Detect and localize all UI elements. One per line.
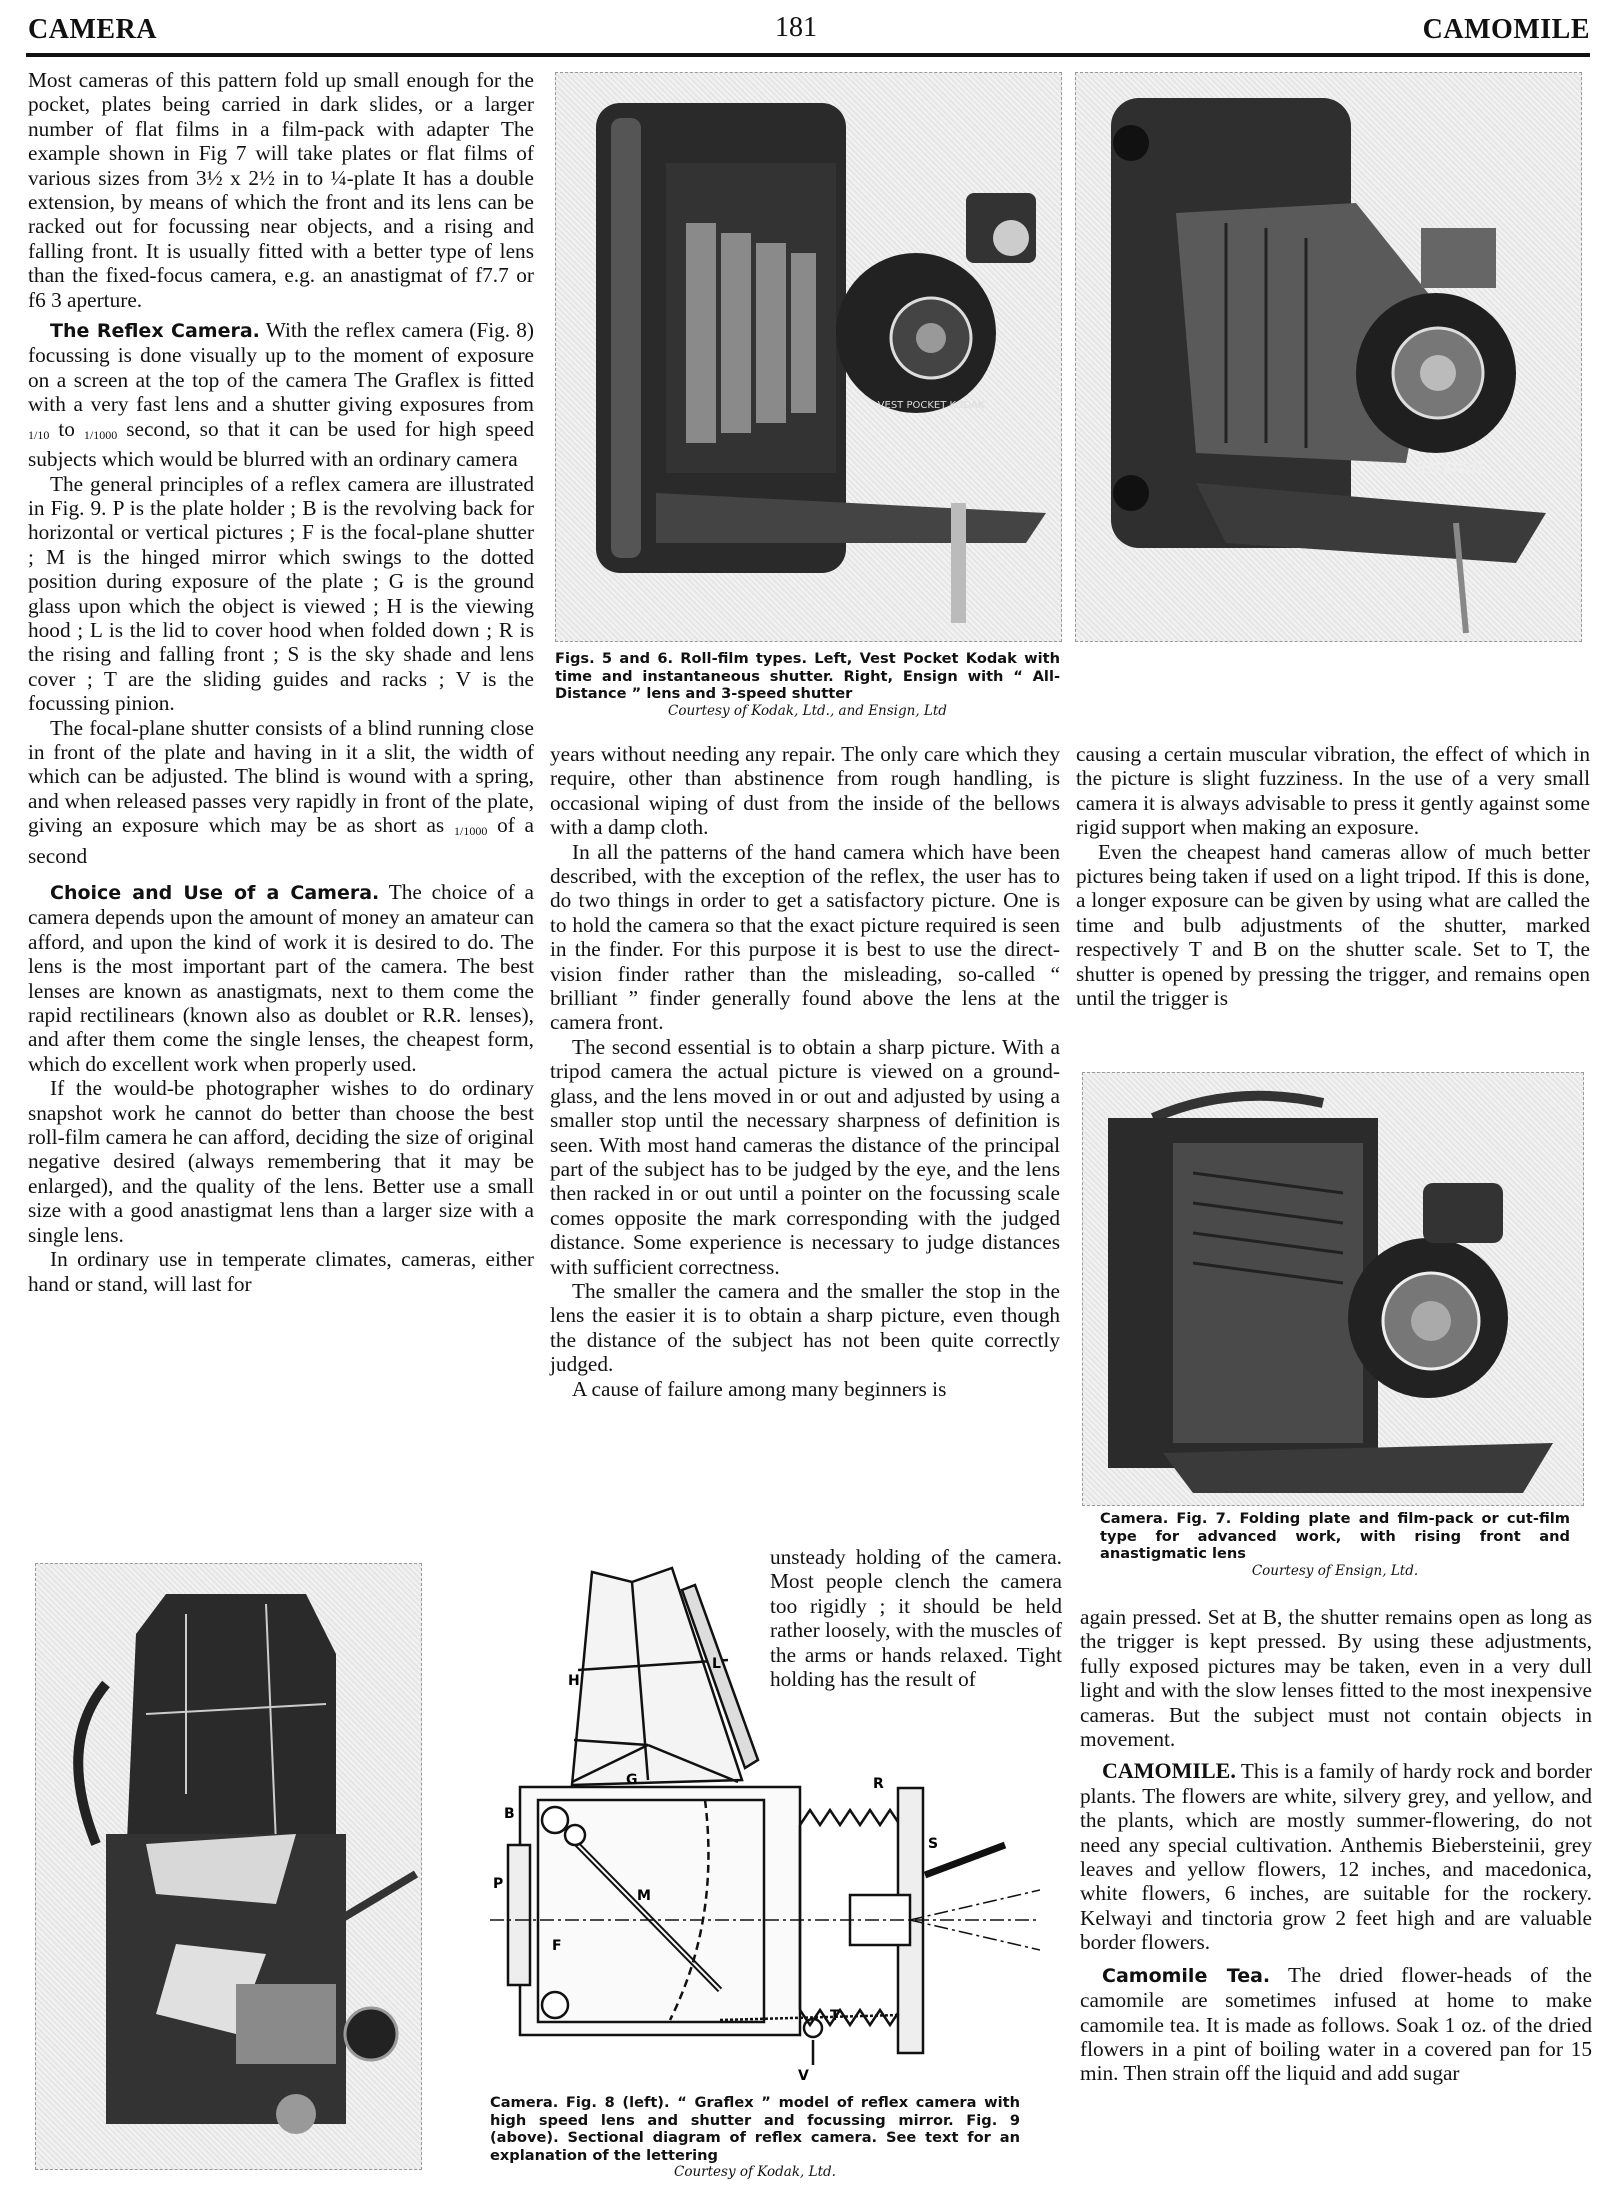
section-heading-reflex: The Reflex Camera. [50, 320, 260, 343]
text: of a second [28, 813, 535, 868]
figure-8-graflex-photo [35, 1563, 422, 2170]
diagram-label-L: L [712, 1656, 721, 1672]
folding-plate-camera-illustration [1083, 1073, 1583, 1505]
section-heading-camomile-tea: Camomile Tea. [1102, 1964, 1271, 1987]
fraction: 1/1000 [453, 824, 488, 839]
paragraph-camomile-tea [1080, 1963, 1592, 2086]
caption-text: Camera. Fig. 7. Folding plate and film-pack or cut-film type for advanced work, with rising front and anastigmatic lens [1100, 1510, 1570, 1562]
diagram-label-V: V [798, 2068, 809, 2084]
paragraph-choice [28, 880, 534, 1076]
figure-9-sectional-diagram [480, 1550, 1040, 2095]
paragraph: causing a certain muscular vibration, the effect of which in the picture is slight fuzziness. In the use of a very small camera it is always advisable to press it gently against some rigid support when making an exposure. [1076, 742, 1590, 840]
diagram-label-B: B [504, 1806, 515, 1822]
paragraph: years without needing any repair. The only care which they require, other than abstinence from rough handling, is occasional wiping of dust from the inside of the bellows with a damp cloth. [550, 742, 1060, 840]
paragraph-focal-plane [28, 716, 534, 868]
section-heading-choice: Choice and Use of a Camera. [50, 882, 380, 904]
figure-8-9-caption [490, 2094, 1020, 2182]
page-number: 181 [775, 12, 817, 43]
diagram-label-T: T [830, 2008, 840, 2024]
header-right-title: CAMOMILE [1422, 14, 1590, 45]
lens-plate-text: VEST POCKET KODAK [877, 400, 985, 411]
paragraph: unsteady holding of the camera. Most people clench the camera too rigidly ; it should be held rather loosely, with the muscles of the arms or hands relaxed. Tight holding has the result of [770, 1545, 1062, 1692]
figure-7-caption [1100, 1510, 1570, 1580]
diagram-label-M: M [637, 1888, 651, 1904]
figure-5-vest-pocket-kodak-photo [555, 72, 1062, 642]
figure-credit: Courtesy of Kodak, Ltd., and Ensign, Ltd [668, 702, 947, 719]
vest-pocket-kodak-illustration [556, 73, 1061, 641]
column-3-bottom [1080, 1605, 1592, 2086]
figure-6-ensign-photo [1075, 72, 1582, 642]
fraction: 1/10 [28, 427, 50, 442]
paragraph-camomile [1080, 1759, 1592, 1954]
entry-heading-camomile: CAMOMILE. [1102, 1758, 1236, 1784]
paragraph: Even the cheapest hand cameras allow of much better pictures being taken if used on a light tripod. If this is done, a longer exposure can be given by using what are called the time and bulb adjustments of the shutter, marked respectively T and B on the shutter scale. Set to T, the shutter is opened by pressing the trigger, and remains open until the trigger is [1076, 839, 1590, 1011]
paragraph: The smaller the camera and the smaller the stop in the lens the easier it is to obtain a sharp picture, even though the distance of the subject has not been quite correctly judged. [550, 1278, 1060, 1377]
column-3-top [1076, 742, 1590, 1010]
diagram-label-P: P [493, 1876, 504, 1892]
figure-credit: Courtesy of Ensign, Ltd. [1251, 1562, 1419, 1579]
column-1 [28, 68, 534, 1296]
paragraph: The general principles of a reflex camera are illustrated in Fig. 9. P is the plate holder ; B is the revolving back for horizontal or vertical pictures ; F is the focal-plane shutter ; M is the hinged mirror which swings to the dotted position during exposure of the plate ; G is the ground glass upon which the object is viewed ; H is the viewing hood ; L is the lid to cover hood when folded down ; R is the rising and falling front ; S is the sky shade and lens cover ; T are the sliding guides and racks ; V is the focussing pinion. [28, 471, 534, 716]
paragraph-reflex [28, 318, 534, 471]
caption-text: Camera. Fig. 8 (left). “ Graflex ” model of reflex camera with high speed lens and shutter and focussing mirror. Fig. 9 (above). Sectional diagram of reflex camera. See text for an explanation of the lettering [490, 2094, 1020, 2164]
text: The focal-plane shutter consists of a blind running close in front of the plate and having in it a slit, the width of which can be adjusted. The blind is wound with a spring, and when released passes very rapidly in front of the plate, giving an exposure which may be as short as [28, 715, 534, 838]
diagram-label-H: H [568, 1673, 580, 1689]
text: to [58, 416, 75, 441]
text: The dried flower-heads of the camomile are sometimes infused at home to make camomile tea. It is made as follows. Soak 1 oz. of the dried flowers in a pint of boiling water in a covered pan for 15 min. Then strain off the liquid and add sugar [1080, 1962, 1592, 2086]
diagram-label-S: S [928, 1836, 939, 1852]
diagram-label-R: R [873, 1776, 884, 1792]
reflex-camera-section-svg [480, 1550, 1040, 2095]
fraction: 1/1000 [83, 427, 118, 442]
ensign-camera-illustration [1076, 73, 1581, 641]
paragraph: A cause of failure among many beginners is [572, 1376, 947, 1401]
column-2 [550, 742, 1060, 1401]
paragraph: In ordinary use in temperate climates, cameras, either hand or stand, will last for [28, 1247, 534, 1296]
figure-5-6-caption [555, 650, 1060, 720]
paragraph: Most cameras of this pattern fold up small enough for the pocket, plates being carried in dark slides, or a larger number of flat films in a film-pack with adapter The example shown in Fig 7 will take plates or flat films of various sizes from 3½ x 2½ in to ¼-plate It has a double extension, by means of which the front and its lens can be racked out for focussing near objects, and a rising and falling front. It is usually fitted with a better type of lens than the fixed-focus camera, e.g. an anastigmat of f7.7 or f6 3 aperture. [28, 68, 534, 312]
paragraph: In all the patterns of the hand camera which have been described, with the exception of the reflex, the user has to do two things in order to get a satisfactory picture. One is to hold the camera so that the exact picture required is seen in the finder. For this purpose it is best to use the direct-vision finder rather than the misleading, so-called “ brilliant ” finder generally found above the lens at the camera front. [550, 839, 1060, 1035]
figure-credit: Courtesy of Kodak, Ltd. [674, 2164, 836, 2180]
paragraph: again pressed. Set at B, the shutter remains open as long as the trigger is kept pressed. By using these adjustments, fully exposed pictures may be taken, even in a very dull light and with the slow lenses fitted to the most inexpensive cameras. But the subject must not contain objects in movement. [1080, 1605, 1592, 1752]
paragraph: The second essential is to obtain a sharp picture. With a tripod camera the actual picture is viewed on a ground-glass, and the lens moved in or out and adjusted by using a smaller stop until the necessary sharpness of definition is seen. With most hand cameras the distance of the principal part of the subject has to be judged by the eye, and the lens then racked in or out until a pointer on the focussing scale comes opposite the mark corresponding with the judged distance. Some experience is necessary to judge distances with sufficient correctness. [550, 1034, 1060, 1279]
text: This is a family of hardy rock and border plants. The flowers are white, silvery grey, and yellow, and the plants, which are mostly summer-flowering, do not need any special cultivation. Anthemis Biebersteinii, grey leaves and yellow flowers, 12 inches, and macedonica, white flowers, 6 inches, are suitable for the rockery. Kelwayi and tinctoria grow 2 feet high and are valuable border flowers. [1080, 1759, 1593, 1955]
header-rule [26, 53, 1590, 57]
text: The choice of a camera depends upon the amount of money an amateur can afford, and upon the kind of work it is desired to do. The lens is the most important part of the camera. The best lenses are known as anastigmats, next to them come the rapid rectilinears (known also as doublet or R.R. lenses), and after them come the single lenses, the cheapest form, which do excellent work when properly used. [28, 880, 534, 1076]
diagram-label-F: F [552, 1938, 562, 1954]
text: second, so that it can be used for high speed subjects which would be blurred with an ordinary camera [28, 416, 535, 472]
diagram-label-G: G [626, 1772, 638, 1788]
paragraph: If the would-be photographer wishes to do ordinary snapshot work he cannot do better than choose the best roll-film camera he can afford, deciding the size of original negative desired (always remembering that it may be enlarged), and the quality of the lens. Better use a small size with a good anastigmat lens than a larger size with a single lens. [28, 1076, 534, 1247]
caption-text: Figs. 5 and 6. Roll-film types. Left, Vest Pocket Kodak with time and instantaneous shutter. Right, Ensign with “ All-Distance ” lens and 3-speed shutter [555, 650, 1060, 702]
running-header [0, 0, 1600, 58]
header-left-title: CAMERA [28, 14, 157, 45]
graflex-camera-illustration [36, 1564, 421, 2169]
text: With the reflex camera (Fig. 8) focussing is done visually up to the moment of exposure on a screen at the top of the camera The Graflex is fitted with a very fast lens and a shutter giving exposures from [28, 318, 534, 417]
ensign-badge: ENSIGN [1416, 458, 1485, 477]
figure-7-folding-plate-camera-photo [1082, 1072, 1584, 1506]
